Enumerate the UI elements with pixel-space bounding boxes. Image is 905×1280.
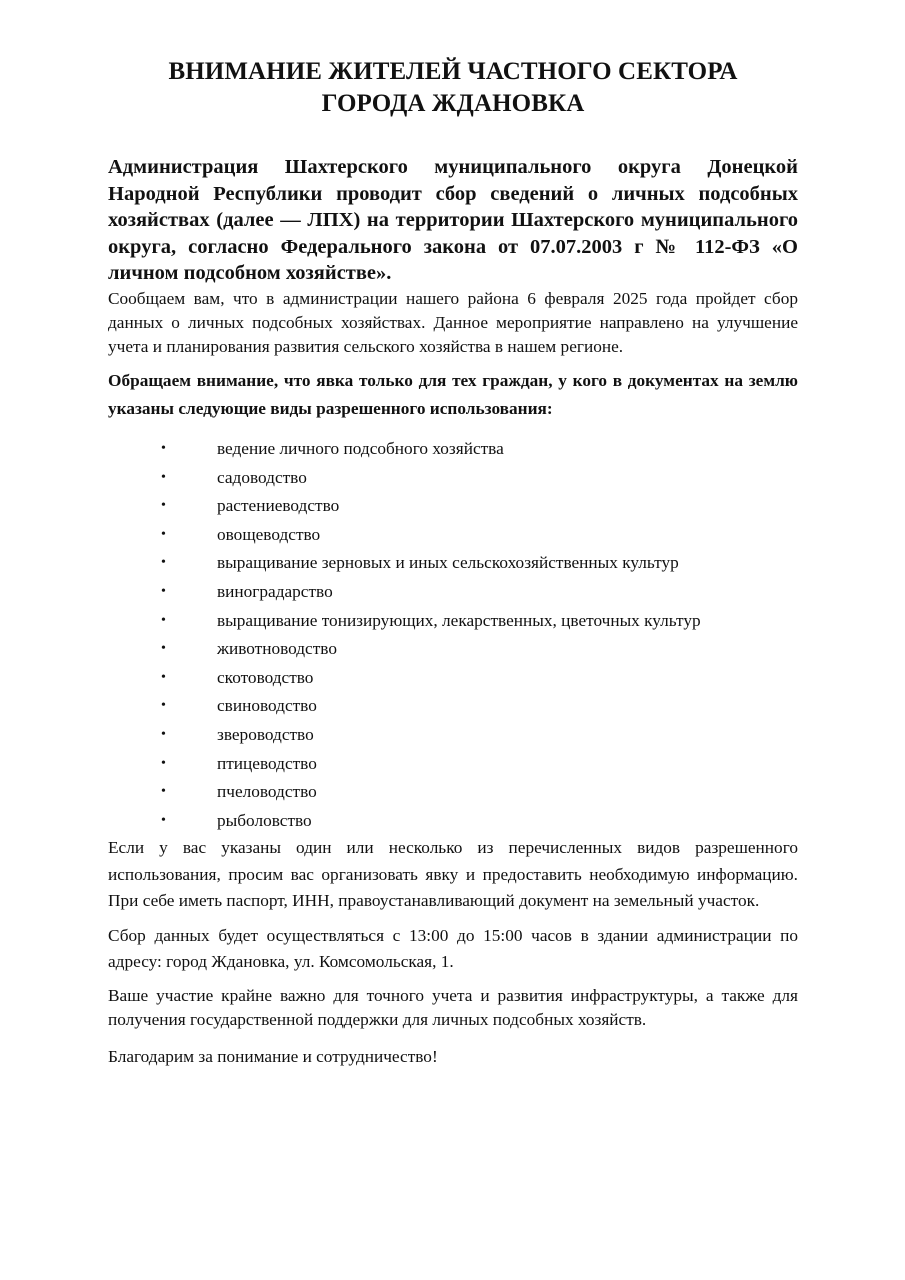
bullet-icon: •	[161, 441, 166, 457]
list-item-text: овощеводство	[217, 524, 321, 544]
importance-paragraph: Ваше участие крайне важно для точного учета и развития инфраструктуры, а также для получения государственной поддержки для личных подсобных хозяйств.	[108, 985, 798, 1030]
list-item	[108, 464, 798, 493]
list-item	[108, 549, 798, 578]
list-item	[108, 721, 798, 750]
list-item-text: животноводство	[217, 639, 337, 659]
list-item-text: виноградарство	[217, 582, 333, 602]
request-paragraph: Если у вас указаны один или несколько из перечисленных видов разрешенного использования, просим вас организовать явку и предоставить необходимую информацию. При себе иметь паспорт, ИНН, правоустанавливающий документ на земельный участок.	[108, 838, 798, 911]
list-item-text: пчеловодство	[217, 782, 317, 802]
bullet-icon: •	[161, 612, 166, 628]
list-item	[108, 492, 798, 521]
lead-paragraph: Администрация Шахтерского муниципального округа Донецкой Народной Республики проводит сбор сведений о личных подсобных хозяйствах (далее — ЛПХ) на территории Шахтерского муниципального округа, согласно Федерального закона от 07.07.2003 г № 112-ФЗ «О личном подсобном хозяйстве».	[108, 156, 798, 284]
list-item-text: ведение личного подсобного хозяйства	[217, 439, 504, 459]
bullet-icon: •	[161, 727, 166, 743]
notice-paragraph: Обращаем внимание, что явка только для тех граждан, у кого в документах на землю указаны следующие виды разрешенного использования:	[108, 371, 798, 419]
bullet-icon: •	[161, 498, 166, 514]
permitted-uses-list	[108, 435, 798, 835]
bullet-icon: •	[161, 812, 166, 828]
list-item	[108, 778, 798, 807]
list-item-text: птицеводство	[217, 753, 317, 773]
bullet-icon: •	[161, 469, 166, 485]
list-item-text: скотоводство	[217, 667, 314, 687]
bullet-icon: •	[161, 669, 166, 685]
thanks-paragraph: Благодарим за понимание и сотрудничество!	[108, 1047, 438, 1067]
list-item	[108, 750, 798, 779]
title-line-1: ВНИМАНИЕ ЖИТЕЛЕЙ ЧАСТНОГО СЕКТОРА	[168, 58, 738, 85]
list-item-text: выращивание тонизирующих, лекарственных, цветочных культур	[217, 610, 701, 630]
bullet-icon: •	[161, 555, 166, 571]
bullet-icon: •	[161, 526, 166, 542]
intro-paragraph: Сообщаем вам, что в администрации нашего района 6 февраля 2025 года пройдет сбор данных о личных подсобных хозяйствах. Данное мероприятие направлено на улучшение учета и планирования развития сельского хозяйства в нашем регионе.	[108, 288, 798, 356]
list-item-text: звероводство	[217, 725, 314, 745]
title-line-2: ГОРОДА ЖДАНОВКА	[321, 90, 585, 117]
bullet-icon: •	[161, 641, 166, 657]
list-item-text: рыболовство	[217, 810, 312, 830]
bullet-icon: •	[161, 784, 166, 800]
list-item	[108, 807, 798, 836]
list-item	[108, 521, 798, 550]
list-item	[108, 664, 798, 693]
list-item-text: садоводство	[217, 467, 307, 487]
list-item	[108, 435, 798, 464]
list-item	[108, 635, 798, 664]
page-title	[108, 56, 798, 120]
bullet-icon: •	[161, 584, 166, 600]
list-item	[108, 578, 798, 607]
bullet-icon: •	[161, 755, 166, 771]
list-item	[108, 607, 798, 636]
document-page	[108, 56, 798, 1071]
list-item-text: выращивание зерновых и иных сельскохозяйственных культур	[217, 553, 679, 573]
list-item-text: свиноводство	[217, 696, 317, 716]
bullet-icon: •	[161, 698, 166, 714]
schedule-paragraph: Сбор данных будет осуществляться с 13:00 до 15:00 часов в здании администрации по адресу: город Ждановка, ул. Комсомольская, 1.	[108, 925, 798, 972]
list-item	[108, 692, 798, 721]
list-item-text: растениеводство	[217, 496, 340, 516]
